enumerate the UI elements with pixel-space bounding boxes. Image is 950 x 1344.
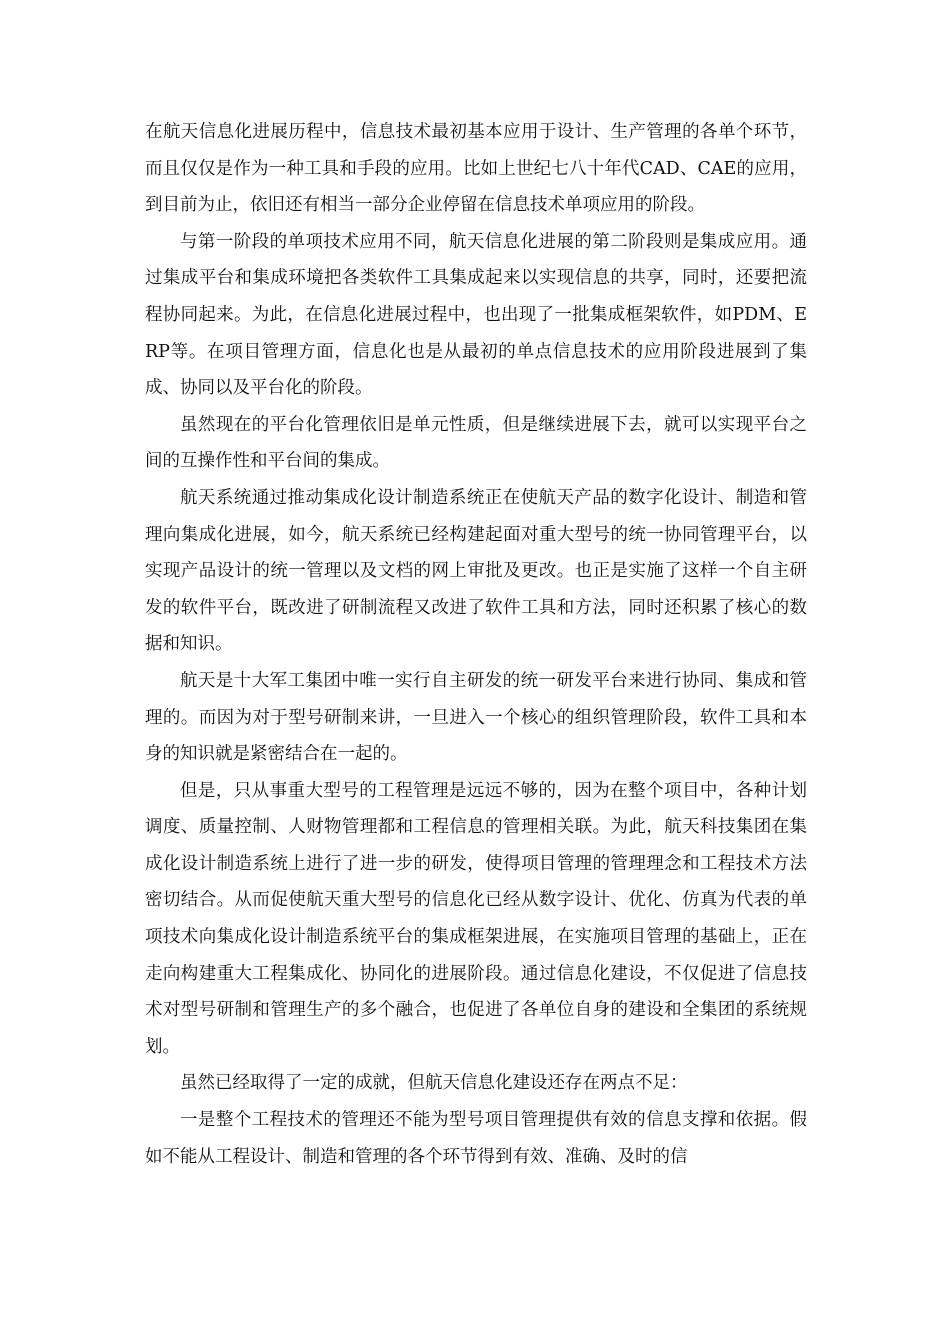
paragraph-1: 在航天信息化进展历程中，信息技术最初基本应用于设计、生产管理的各单个环节，而且仅仅是作为一种工具和手段的应用。比如上世纪七八十年代CAD、CAE的应用，到目前为止，依旧还有相当一部分企业停留在信息技术单项应用的阶段。: [145, 122, 807, 216]
paragraph-2: 与第一阶段的单项技术应用不同，航天信息化进展的第二阶段则是集成应用。通过集成平台和集成环境把各类软件工具集成起来以实现信息的共享，同时，还要把流程协同起来。为此，在信息化进展过程中，也出现了一批集成框架软件，如PDM、ERP等。在项目管理方面，信息化也是从最初的单点信息技术的应用阶段进展到了集成、协同以及平台化的阶段。: [145, 231, 807, 399]
paragraph-7: 虽然已经取得了一定的成就，但航天信息化建设还存在两点不足：: [180, 1073, 688, 1094]
paragraph-6: 但是，只从事重大型号的工程管理是远远不够的，因为在整个项目中，各种计划调度、质量控制、人财物管理都和工程信息的管理相关联。为此，航天科技集团在集成化设计制造系统上进行了进一步的研发，使得项目管理的管理理念和工程技术方法密切结合。从而促使航天重大型号的信息化已经从数字设计、优化、仿真为代表的单项技术向集成化设计制造系统平台的集成框架进展，在实施项目管理的基础上，正在走向构建重大工程集成化、协同化的进展阶段。通过信息化建设，不仅促进了信息技术对型号研制和管理生产的多个融合，也促进了各单位自身的建设和全集团的系统规划。: [145, 780, 807, 1057]
paragraph-3: 虽然现在的平台化管理依旧是单元性质，但是继续进展下去，就可以实现平台之间的互操作性和平台间的集成。: [145, 414, 807, 472]
document-body: [145, 114, 807, 1175]
paragraph-4: 航天系统通过推动集成化设计制造系统正在使航天产品的数字化设计、制造和管理向集成化进展，如今，航天系统已经构建起面对重大型号的统一协同管理平台，以实现产品设计的统一管理以及文档的网上审批及更改。也正是实施了这样一个自主研发的软件平台，既改进了研制流程又改进了软件工具和方法，同时还积累了核心的数据和知识。: [145, 487, 807, 655]
paragraph-5: 航天是十大军工集团中唯一实行自主研发的统一研发平台来进行协同、集成和管理的。而因为对于型号研制来讲，一旦进入一个核心的组织管理阶段，软件工具和本身的知识就是紧密结合在一起的。: [145, 670, 807, 765]
paragraph-8: 一是整个工程技术的管理还不能为型号项目管理提供有效的信息支撑和依据。假如不能从工程设计、制造和管理的各个环节得到有效、准确、及时的信: [145, 1110, 807, 1167]
